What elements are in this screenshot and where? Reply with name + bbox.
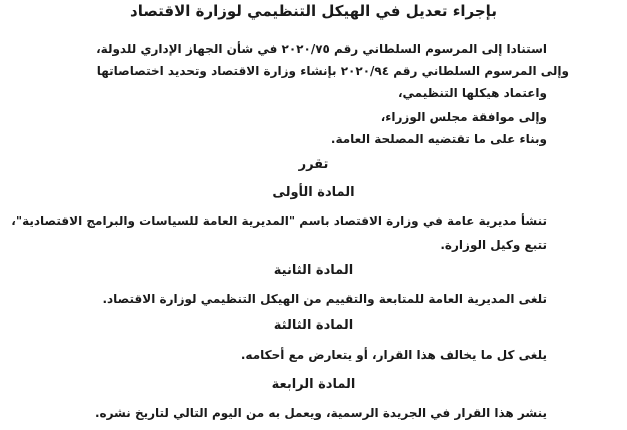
article-2-heading: المادة الثانية xyxy=(273,263,354,278)
decree-title: بإجراء تعديل في الهيكل التنظيمي لوزارة الاقتصاد xyxy=(130,2,497,20)
preamble-line: وإلى المرسوم السلطاني رقم ٢٠٢٠/٩٤ بإنشاء وزارة الاقتصاد وتحديد اختصاصاتها xyxy=(96,64,569,78)
article-3-heading: المادة الثالثة xyxy=(273,318,354,333)
preamble-line: وبناء على ما تقتضيه المصلحة العامة. xyxy=(330,132,547,146)
preamble-line: استنادا إلى المرسوم السلطاني رقم ٢٠٢٠/٧٥ في شأن الجهاز الإداري للدولة، xyxy=(96,42,547,56)
article-4-heading: المادة الرابعة xyxy=(271,377,356,392)
article-1-text: تنشأ مديرية عامة في وزارة الاقتصاد باسم "المديرية العامة للسياسات والبرامج الاقتصادية"، xyxy=(11,214,547,228)
decision-heading: تقرر xyxy=(298,157,329,172)
article-1-heading: المادة الأولى xyxy=(272,185,355,200)
preamble-line: وإلى موافقة مجلس الوزراء، xyxy=(380,110,547,124)
article-2-text: تلغى المديرية العامة للمتابعة والتقييم من الهيكل التنظيمي لوزارة الاقتصاد. xyxy=(102,292,547,306)
preamble-line: واعتماد هيكلها التنظيمي، xyxy=(397,86,547,100)
article-1-text: تتبع وكيل الوزارة. xyxy=(440,238,547,252)
article-4-text: ينشر هذا القرار في الجريدة الرسمية، ويعمل به من اليوم التالي لتاريخ نشره. xyxy=(94,406,547,420)
article-3-text: يلغى كل ما يخالف هذا القرار، أو يتعارض مع أحكامه. xyxy=(240,348,547,362)
